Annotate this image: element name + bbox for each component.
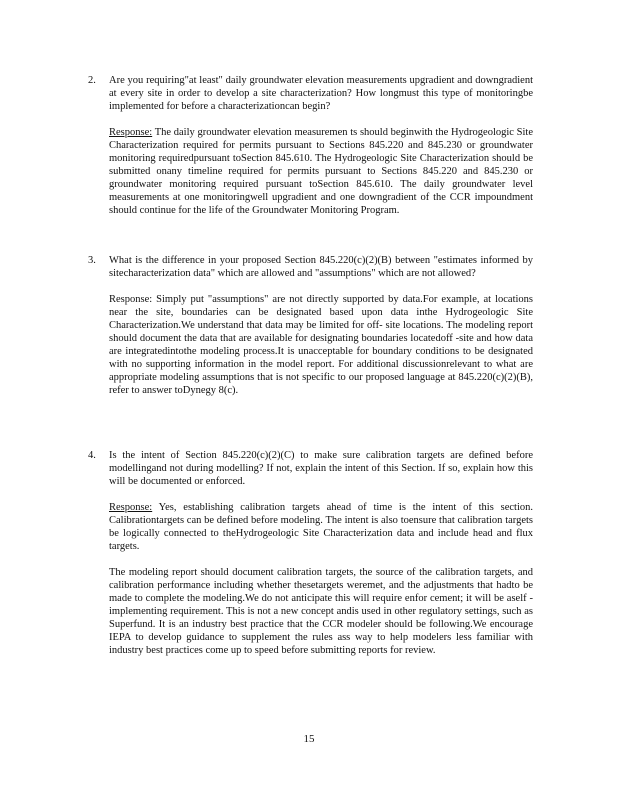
question-4-number: 4.: [88, 450, 96, 461]
question-4-response: [109, 501, 533, 553]
page-number: 15: [303, 733, 315, 745]
question-3-text: What is the difference in your proposed Section 845.220(c)(2)(B) between "estimates informed by sitecharacterization data" which are allowed and "assumptions" which are not allowed?: [109, 255, 533, 279]
response-text: Simply put "assumptions" are not directly supported by data.For example, at locations near the site, boundaries can be designated based upon data inthe Hydrogeologic Site Characterization.We understand that data may be limited for off- site locations. The modeling report should document the data that are available for designating boundaries locatedoff -site and how data are integratedintothe modeling process.It is unacceptable for boundary conditions to be designated with no supporting information in the model report. For additional discussionrelevant to what are appropriate modeling assumptions that is not specific to our proposed language at 845.220(c)(2)(B), refer to answer toDynegy 8(c).: [109, 294, 533, 396]
question-3-number: 3.: [88, 255, 96, 266]
response-label: Response:: [109, 502, 153, 513]
question-2-response: [109, 126, 533, 217]
question-2-text: Are you requiring"at least" daily groundwater elevation measurements upgradient and downgradient at every site in order to develop a site characterization? How longmust this type of monitoringbe implemented for before a characterizationcan begin?: [109, 75, 533, 112]
question-3: [88, 254, 533, 397]
question-2-number: 2.: [88, 75, 96, 86]
question-4-text: Is the intent of Section 845.220(c)(2)(C) to make sure calibration targets are defined before modellingand not during modelling? If not, explain the intent of this Section. If so, explain how this will be documented or enforced.: [109, 450, 533, 487]
response-label: Response:: [109, 294, 153, 305]
response-text: The daily groundwater elevation measuremen ts should beginwith the Hydrogeologic Site Characterization required for permits pursuant to Sections 845.220 and 845.230 or groundwater monitoring requiredpursuant toSection 845.610. The Hydrogeologic Site Characterization should be submitted onany timeline required for permits pursuant to Sections 845.220 and 845.230 or groundwater monitoring required pursuant toSection 845.610. The daily groundwater level measurements at one monitoringwell upgradient and one downgradient of the CCR impoundment should continue for the life of the Groundwater Monitoring Program.: [109, 127, 533, 216]
response-text: Yes, establishing calibration targets ahead of time is the intent of this section. Calibrationtargets can be defined before modeling. The intent is also toensure that calibration targets be logically connected to theHydrogeologic Site Characterization data and include head and flux targets.: [109, 502, 533, 552]
question-4: [88, 449, 533, 657]
question-3-response: [109, 293, 533, 397]
question-2: [88, 74, 533, 217]
question-4-paragraph-2: The modeling report should document calibration targets, the source of the calibration targets, and calibration performance including whether thesetargets weremet, and the adjustments that hadto be made to complete the modeling.We do not anticipate this will require enfor cement; it will be aself -implementing requirement. This is not a new concept andis used in other regulatory settings, such as Superfund. It is an industry best practice that the CCR modeler should be following.We encourage IEPA to develop guidance to supplement the rules ass way to help modelers less familiar with industry best practices come up to speed before submitting reports for review.: [109, 567, 533, 656]
response-label: Response:: [109, 127, 153, 138]
